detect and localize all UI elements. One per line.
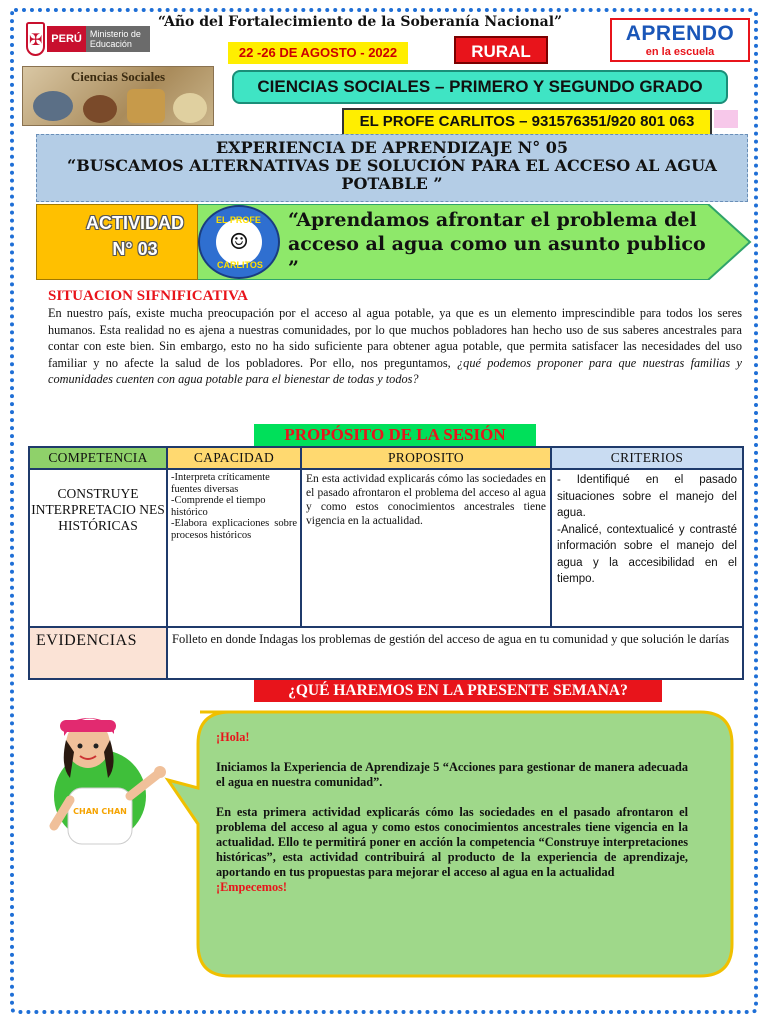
- header-proposito: PROPOSITO: [301, 447, 551, 469]
- activity-label-box: [36, 204, 198, 280]
- ministry-logo: [26, 20, 150, 58]
- el-profe-carlitos-badge: [198, 205, 280, 279]
- aprendo-logo-sub: en la escuela: [645, 46, 715, 58]
- situation-text: [48, 305, 742, 388]
- evidence-row: [29, 627, 743, 679]
- shirt-text: CHAN CHAN: [73, 807, 127, 816]
- capacidad-item: -Comprende el tiempo histórico: [171, 495, 266, 518]
- shirt-logo: [73, 807, 127, 816]
- situation-question: ¿qué podemos proponer para que nuestras familias y comunidades cuenten con agua potable para el bienestar de todas y todos?: [48, 355, 742, 386]
- capacidad-cell: [167, 469, 301, 627]
- table-header-row: [29, 447, 743, 469]
- evidencias-text: Folleto en donde Indagas los problemas de gestión del acceso de agua en tu comunidad y que solución le darías: [167, 627, 743, 679]
- activity-title: “Aprendamos afrontar el problema del acceso al agua como un asunto publico ”: [288, 209, 706, 279]
- speech-bubble-text: [216, 730, 688, 910]
- session-table: [28, 446, 744, 680]
- globe-icon: [33, 91, 73, 121]
- criterios-cell: [551, 469, 743, 627]
- criterio-item: -Analicé, contextualicé y contrasté información sobre el manejo del agua y la accesibilidad en el tiempo.: [557, 523, 737, 585]
- subject-grade: CIENCIAS SOCIALES – PRIMERO Y SEGUNDO GRADO: [232, 70, 728, 104]
- aprendo-logo-main: APRENDO: [625, 22, 735, 45]
- date-range: 22 -26 DE AGOSTO - 2022: [228, 42, 408, 64]
- header-competencia: COMPETENCIA: [29, 447, 167, 469]
- ministry-brand: PERÚ: [47, 26, 86, 52]
- social-sciences-image: [22, 66, 214, 126]
- experience-title-line2: POTABLE ”: [341, 174, 443, 193]
- proposito-cell: En esta actividad explicarás cómo las sociedades en el pasado afrontaron el problema del acceso al agua y como estos conocimientos ancestrales tiene vigencia en la actualidad.: [301, 469, 551, 627]
- document-icon: [173, 93, 207, 123]
- activity-number: N° 03: [112, 239, 158, 259]
- header-capacidad: CAPACIDAD: [167, 447, 301, 469]
- social-sciences-label: Ciencias Sociales: [70, 69, 166, 84]
- header-criterios: CRITERIOS: [551, 447, 743, 469]
- situation-body: En nuestro país, existe mucha preocupación por el acceso al agua potable, ya que es un elemento imprescindible para todos los seres humanos. Esta realidad no es ajena a nuestras comunidades, por lo que muchos pobladores han hecho uso de sus saberes ancestrales para contar con este bien. Sin embargo, esto no ha sido suficiente para obtener agua potable, que permita satisfacer las necesidades del uso familiar y no afecte la salud de los pobladores. Por ello, nos preguntamos,: [48, 306, 742, 370]
- evidencias-label: EVIDENCIAS: [29, 627, 167, 679]
- greeting: ¡Hola!: [216, 730, 250, 744]
- experience-number: EXPERIENCIA DE APRENDIZAJE N° 05: [215, 138, 569, 157]
- experience-title-line1: “BUSCAMOS ALTERNATIVAS DE SOLUCIÓN PARA EL ACCESO AL AGUA: [67, 156, 717, 175]
- competencia-cell: CONSTRUYE INTERPRETACIO NES HISTÓRICAS: [29, 469, 167, 627]
- year-motto: “Año del Fortalecimiento de la Soberanía Nacional”: [157, 14, 563, 30]
- badge-top-text: EL PROFE: [216, 215, 261, 225]
- peru-shield-icon: ✠: [26, 22, 45, 56]
- zone-badge: RURAL: [454, 36, 548, 64]
- activity-label: ACTIVIDAD: [86, 213, 184, 233]
- artifact-icon: [83, 95, 117, 123]
- map-icon: [127, 89, 165, 123]
- teacher-icon: ☺: [216, 219, 262, 265]
- week-heading: ¿QUÉ HAREMOS EN LA PRESENTE SEMANA?: [254, 680, 662, 702]
- session-purpose-heading: PROPÓSITO DE LA SESIÓN: [254, 424, 536, 446]
- capacidad-item: -Interpreta críticamente fuentes diversas: [171, 472, 270, 495]
- author-contact: EL PROFE CARLITOS – 931576351/920 801 063: [342, 108, 712, 136]
- criterio-item: - Identifiqué en el pasado situaciones sobre el manejo del agua.: [557, 474, 737, 519]
- badge-bottom-text: CARLITOS: [217, 260, 263, 270]
- girl-character-illustration: [30, 696, 170, 846]
- decorative-box: [714, 110, 738, 128]
- week-paragraph-1: Iniciamos la Experiencia de Aprendizaje 5 “Acciones para gestionar de manera adecuada el agua en nuestra comunidad”.: [216, 760, 688, 789]
- closing: ¡Empecemos!: [216, 880, 288, 894]
- week-paragraph-2: En esta primera actividad explicarás cómo las sociedades en el pasado afrontaron el problema del acceso al agua y como estos conocimientos ancestrales tiene vigencia en la actualidad. Ello te permitirá poner en acción la competencia “Construye interpretaciones históricas”, esta actividad contribuirá al producto de la experiencia de aprendizaje, aportando en tus propuestas para mejorar el acceso al agua en la actualidad: [216, 805, 688, 879]
- experience-box: [36, 134, 748, 202]
- ministry-name: Ministerio de Educación: [86, 26, 150, 52]
- situation-heading: SITUACION SIFNIFICATIVA: [48, 288, 248, 304]
- table-row: [29, 469, 743, 627]
- aprendo-logo: [610, 18, 750, 62]
- capacidad-item: -Elabora explicaciones sobre procesos históricos: [171, 518, 297, 541]
